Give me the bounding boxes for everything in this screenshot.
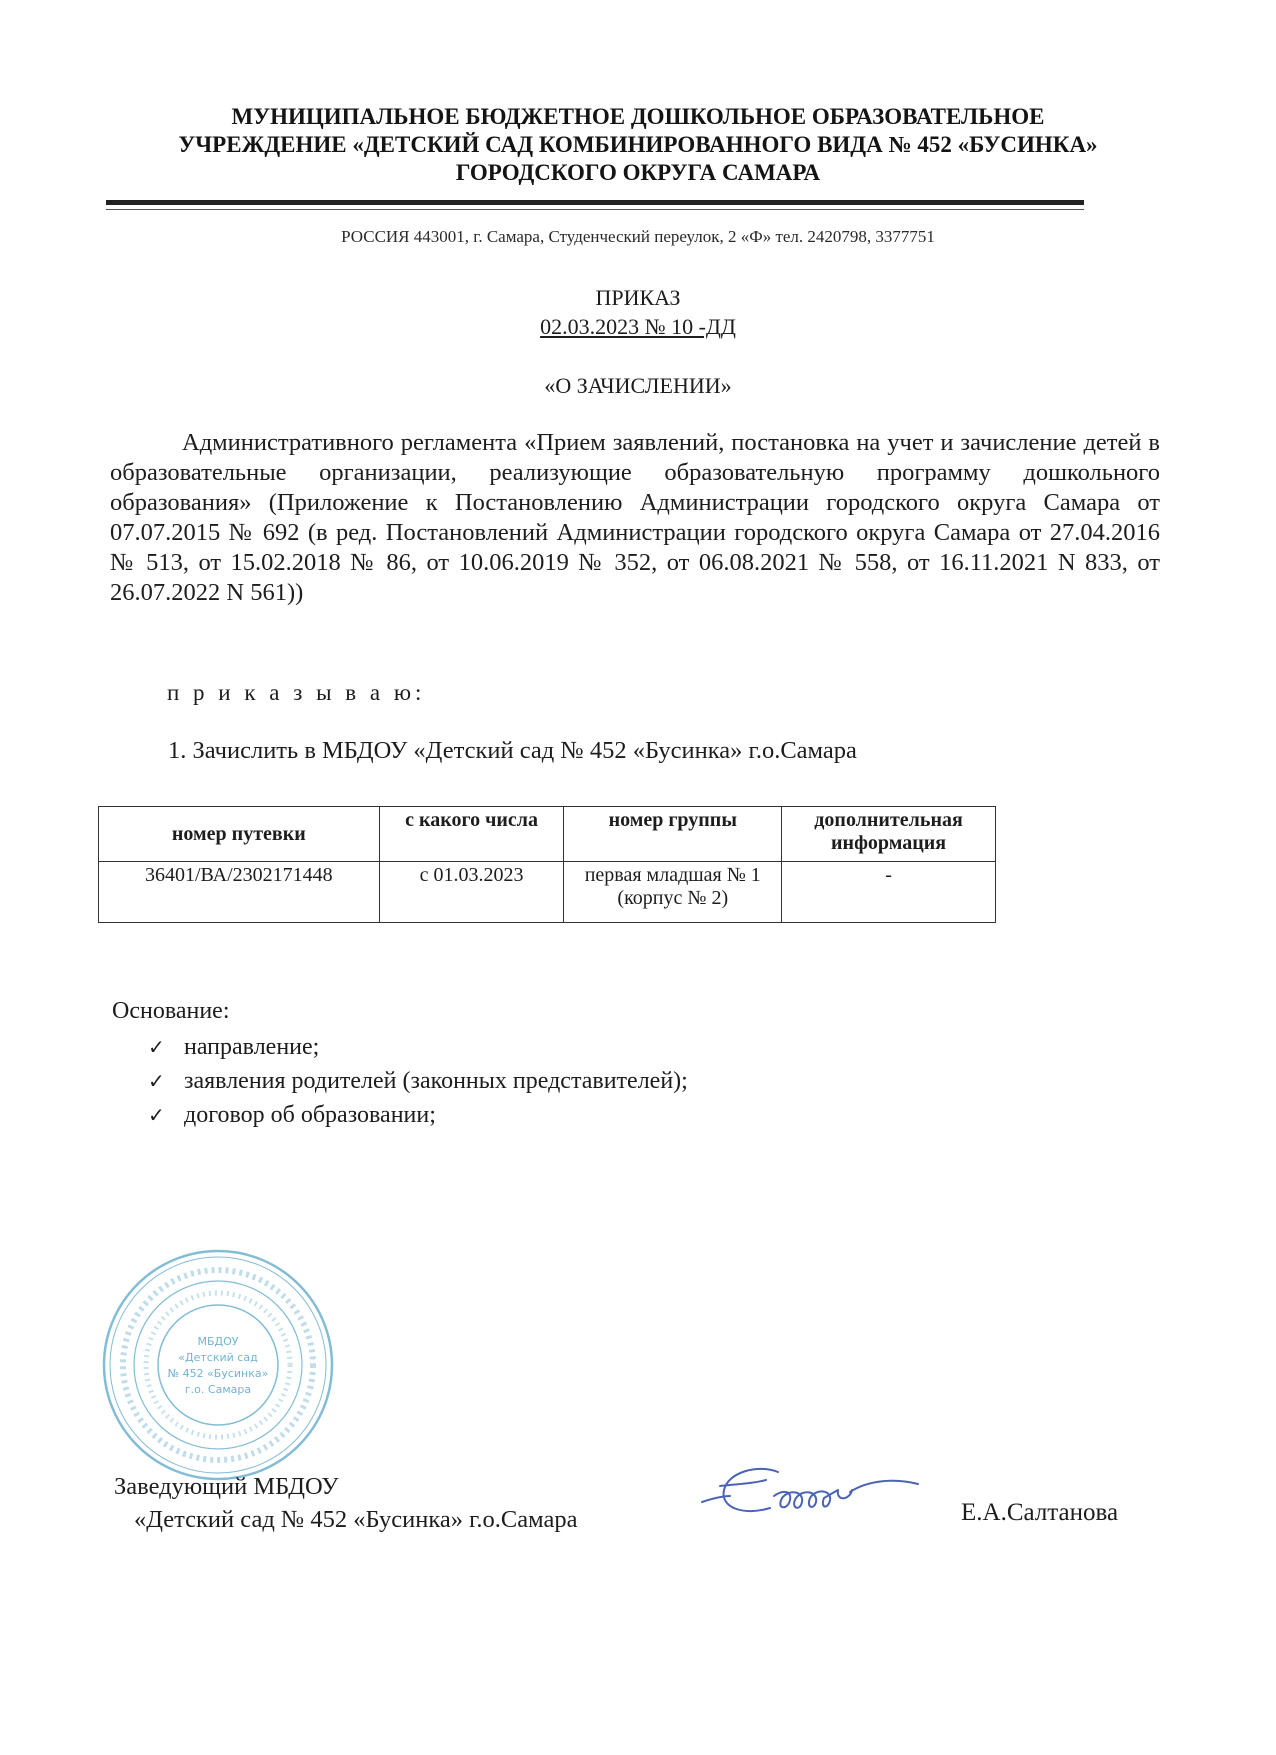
header-rule-thin bbox=[106, 209, 1084, 210]
cell-voucher: 36401/ВА/2302171448 bbox=[99, 862, 380, 923]
basis-title: Основание: bbox=[112, 998, 230, 1024]
order-number bbox=[100, 314, 1176, 340]
list-item bbox=[148, 1098, 688, 1132]
checkmark-icon: ✓ bbox=[148, 1103, 165, 1127]
order-title: ПРИКАЗ bbox=[595, 285, 681, 310]
order-preamble bbox=[110, 428, 1160, 608]
column-header-date: с какого числа bbox=[379, 807, 564, 862]
table-header-row bbox=[99, 807, 996, 862]
signer-name: Е.А.Салтанова bbox=[961, 1499, 1119, 1526]
signer-position-line-2: «Детский сад № 452 «Бусинка» г.о.Самара bbox=[134, 1506, 578, 1533]
stamp-line-3: № 452 «Бусинка» bbox=[167, 1367, 269, 1380]
handwritten-signature bbox=[700, 1450, 930, 1540]
header-line-2: УЧРЕЖДЕНИЕ «ДЕТСКИЙ САД КОМБИНИРОВАННОГО ВИДА № 452 «БУСИНКА» bbox=[178, 132, 1098, 157]
enroll-item: 1. Зачислить в МБДОУ «Детский сад № 452 «Бусинка» г.о.Самара bbox=[168, 737, 857, 764]
cell-date: с 01.03.2023 bbox=[379, 862, 564, 923]
basis-list bbox=[148, 1030, 688, 1132]
round-stamp bbox=[98, 1245, 338, 1485]
enrollment-table bbox=[98, 806, 996, 923]
checkmark-icon: ✓ bbox=[148, 1035, 165, 1059]
checkmark-icon: ✓ bbox=[148, 1069, 165, 1093]
order-number-text: 02.03.2023 № 10 -ДД bbox=[540, 314, 736, 339]
list-item bbox=[148, 1064, 688, 1098]
organization-address: РОССИЯ 443001, г. Самара, Студенческий переулок, 2 «Ф» тел. 2420798, 3377751 bbox=[341, 227, 935, 246]
signer-position-line-1: Заведующий МБДОУ bbox=[114, 1473, 339, 1500]
cell-group: первая младшая № 1 (корпус № 2) bbox=[564, 862, 782, 923]
organization-header bbox=[100, 103, 1176, 187]
table-row bbox=[99, 862, 996, 923]
order-subject: «О ЗАЧИСЛЕНИИ» bbox=[544, 373, 732, 398]
list-item bbox=[148, 1030, 688, 1064]
cell-extra: - bbox=[782, 862, 996, 923]
basis-item-text: договор об образовании; bbox=[184, 1102, 436, 1128]
order-command: п р и к а з ы в а ю: bbox=[167, 680, 426, 705]
column-header-voucher: номер путевки bbox=[99, 807, 380, 862]
basis-item-text: заявления родителей (законных представителей); bbox=[184, 1068, 688, 1094]
column-header-extra: дополнительная информация bbox=[782, 807, 996, 862]
header-rule-thick bbox=[106, 200, 1084, 205]
stamp-line-1: МБДОУ bbox=[197, 1335, 239, 1348]
stamp-line-2: «Детский сад bbox=[178, 1351, 258, 1364]
header-line-3: ГОРОДСКОГО ОКРУГА САМАРА bbox=[455, 160, 821, 185]
header-line-1: МУНИЦИПАЛЬНОЕ БЮДЖЕТНОЕ ДОШКОЛЬНОЕ ОБРАЗОВАТЕЛЬНОЕ bbox=[231, 104, 1045, 129]
basis-item-text: направление; bbox=[184, 1034, 320, 1060]
stamp-line-4: г.о. Самара bbox=[184, 1383, 252, 1396]
column-header-group: номер группы bbox=[564, 807, 782, 862]
preamble-text: Административного регламента «Прием заявлений, постановка на учет и зачисление детей в образовательные организации, реализующие образовательную программу дошкольного образования» (Приложение к Постановлению Администрации городского округа Самара от 07.07.2015 № 692 (в ред. Постановлений Администрации городского округа Самара от 27.04.2016 № 513, от 15.02.2018 № 86, от 10.06.2019 № 352, от 06.08.2021 № 558, от 16.11.2021 N 833, от 26.07.2022 N 561)) bbox=[110, 429, 1160, 606]
